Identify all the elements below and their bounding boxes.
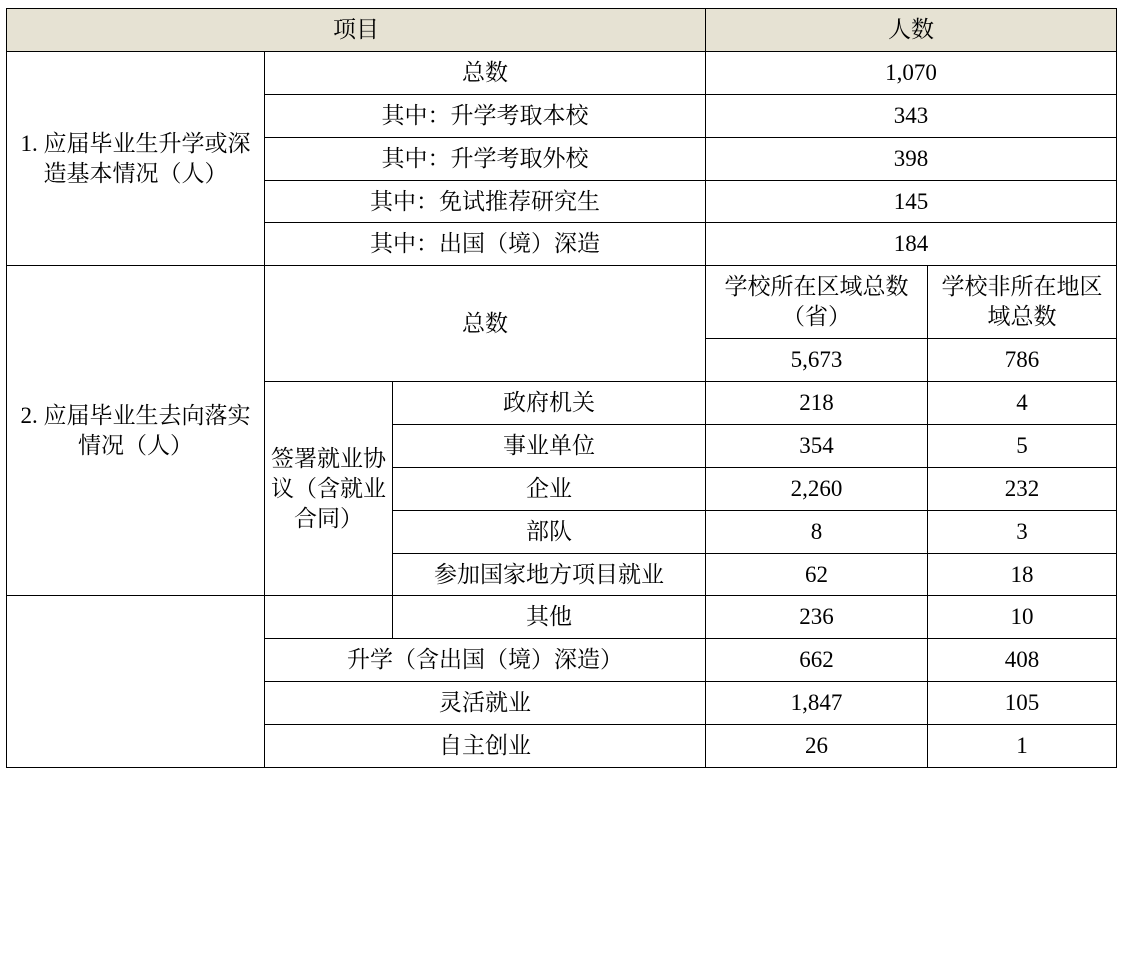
row-label: 参加国家地方项目就业 [393,553,706,596]
row-value-in-region: 236 [706,596,928,639]
row-value-in-region: 8 [706,510,928,553]
header-item: 项目 [7,9,706,52]
row-label: 总数 [265,51,706,94]
total-out-region: 786 [928,339,1117,382]
row-value: 398 [706,137,1117,180]
row-label: 自主创业 [265,725,706,768]
table-header-row [7,9,1117,52]
row-value-out-region: 4 [928,382,1117,425]
section2-label: 2. 应届毕业生去向落实情况（人） [7,266,265,596]
row-value-in-region: 1,847 [706,682,928,725]
row-label: 其中：出国（境）深造 [265,223,706,266]
row-value: 145 [706,180,1117,223]
row-value-in-region: 2,260 [706,467,928,510]
table-row [7,266,1117,339]
row-value-out-region: 1 [928,725,1117,768]
row-label: 其他 [393,596,706,639]
table-row [7,596,1117,639]
total-in-region: 5,673 [706,339,928,382]
row-label: 其中：免试推荐研究生 [265,180,706,223]
row-value: 184 [706,223,1117,266]
row-value: 343 [706,94,1117,137]
graduate-statistics-table [6,8,1117,768]
row-value-in-region: 218 [706,382,928,425]
row-label: 升学（含出国（境）深造） [265,639,706,682]
empty-group-cell [265,596,393,639]
row-label: 其中：升学考取外校 [265,137,706,180]
row-value-in-region: 62 [706,553,928,596]
row-value-in-region: 26 [706,725,928,768]
row-value-out-region: 10 [928,596,1117,639]
group-label-employment-agreement: 签署就业协议（含就业合同） [265,382,393,596]
row-value-in-region: 662 [706,639,928,682]
row-value-out-region: 105 [928,682,1117,725]
table-row [7,51,1117,94]
row-value: 1,070 [706,51,1117,94]
row-label: 企业 [393,467,706,510]
row-value-out-region: 408 [928,639,1117,682]
section1-label: 1. 应届毕业生升学或深造基本情况（人） [7,51,265,265]
row-label: 其中：升学考取本校 [265,94,706,137]
empty-category-cell [7,596,265,768]
col-in-region-header: 学校所在区域总数（省） [706,266,928,339]
section2-total-label: 总数 [265,266,706,382]
row-label: 政府机关 [393,382,706,425]
row-label: 灵活就业 [265,682,706,725]
row-label: 事业单位 [393,424,706,467]
row-label: 部队 [393,510,706,553]
row-value-out-region: 5 [928,424,1117,467]
row-value-out-region: 18 [928,553,1117,596]
row-value-in-region: 354 [706,424,928,467]
col-out-region-header: 学校非所在地区域总数 [928,266,1117,339]
row-value-out-region: 232 [928,467,1117,510]
header-count: 人数 [706,9,1117,52]
row-value-out-region: 3 [928,510,1117,553]
